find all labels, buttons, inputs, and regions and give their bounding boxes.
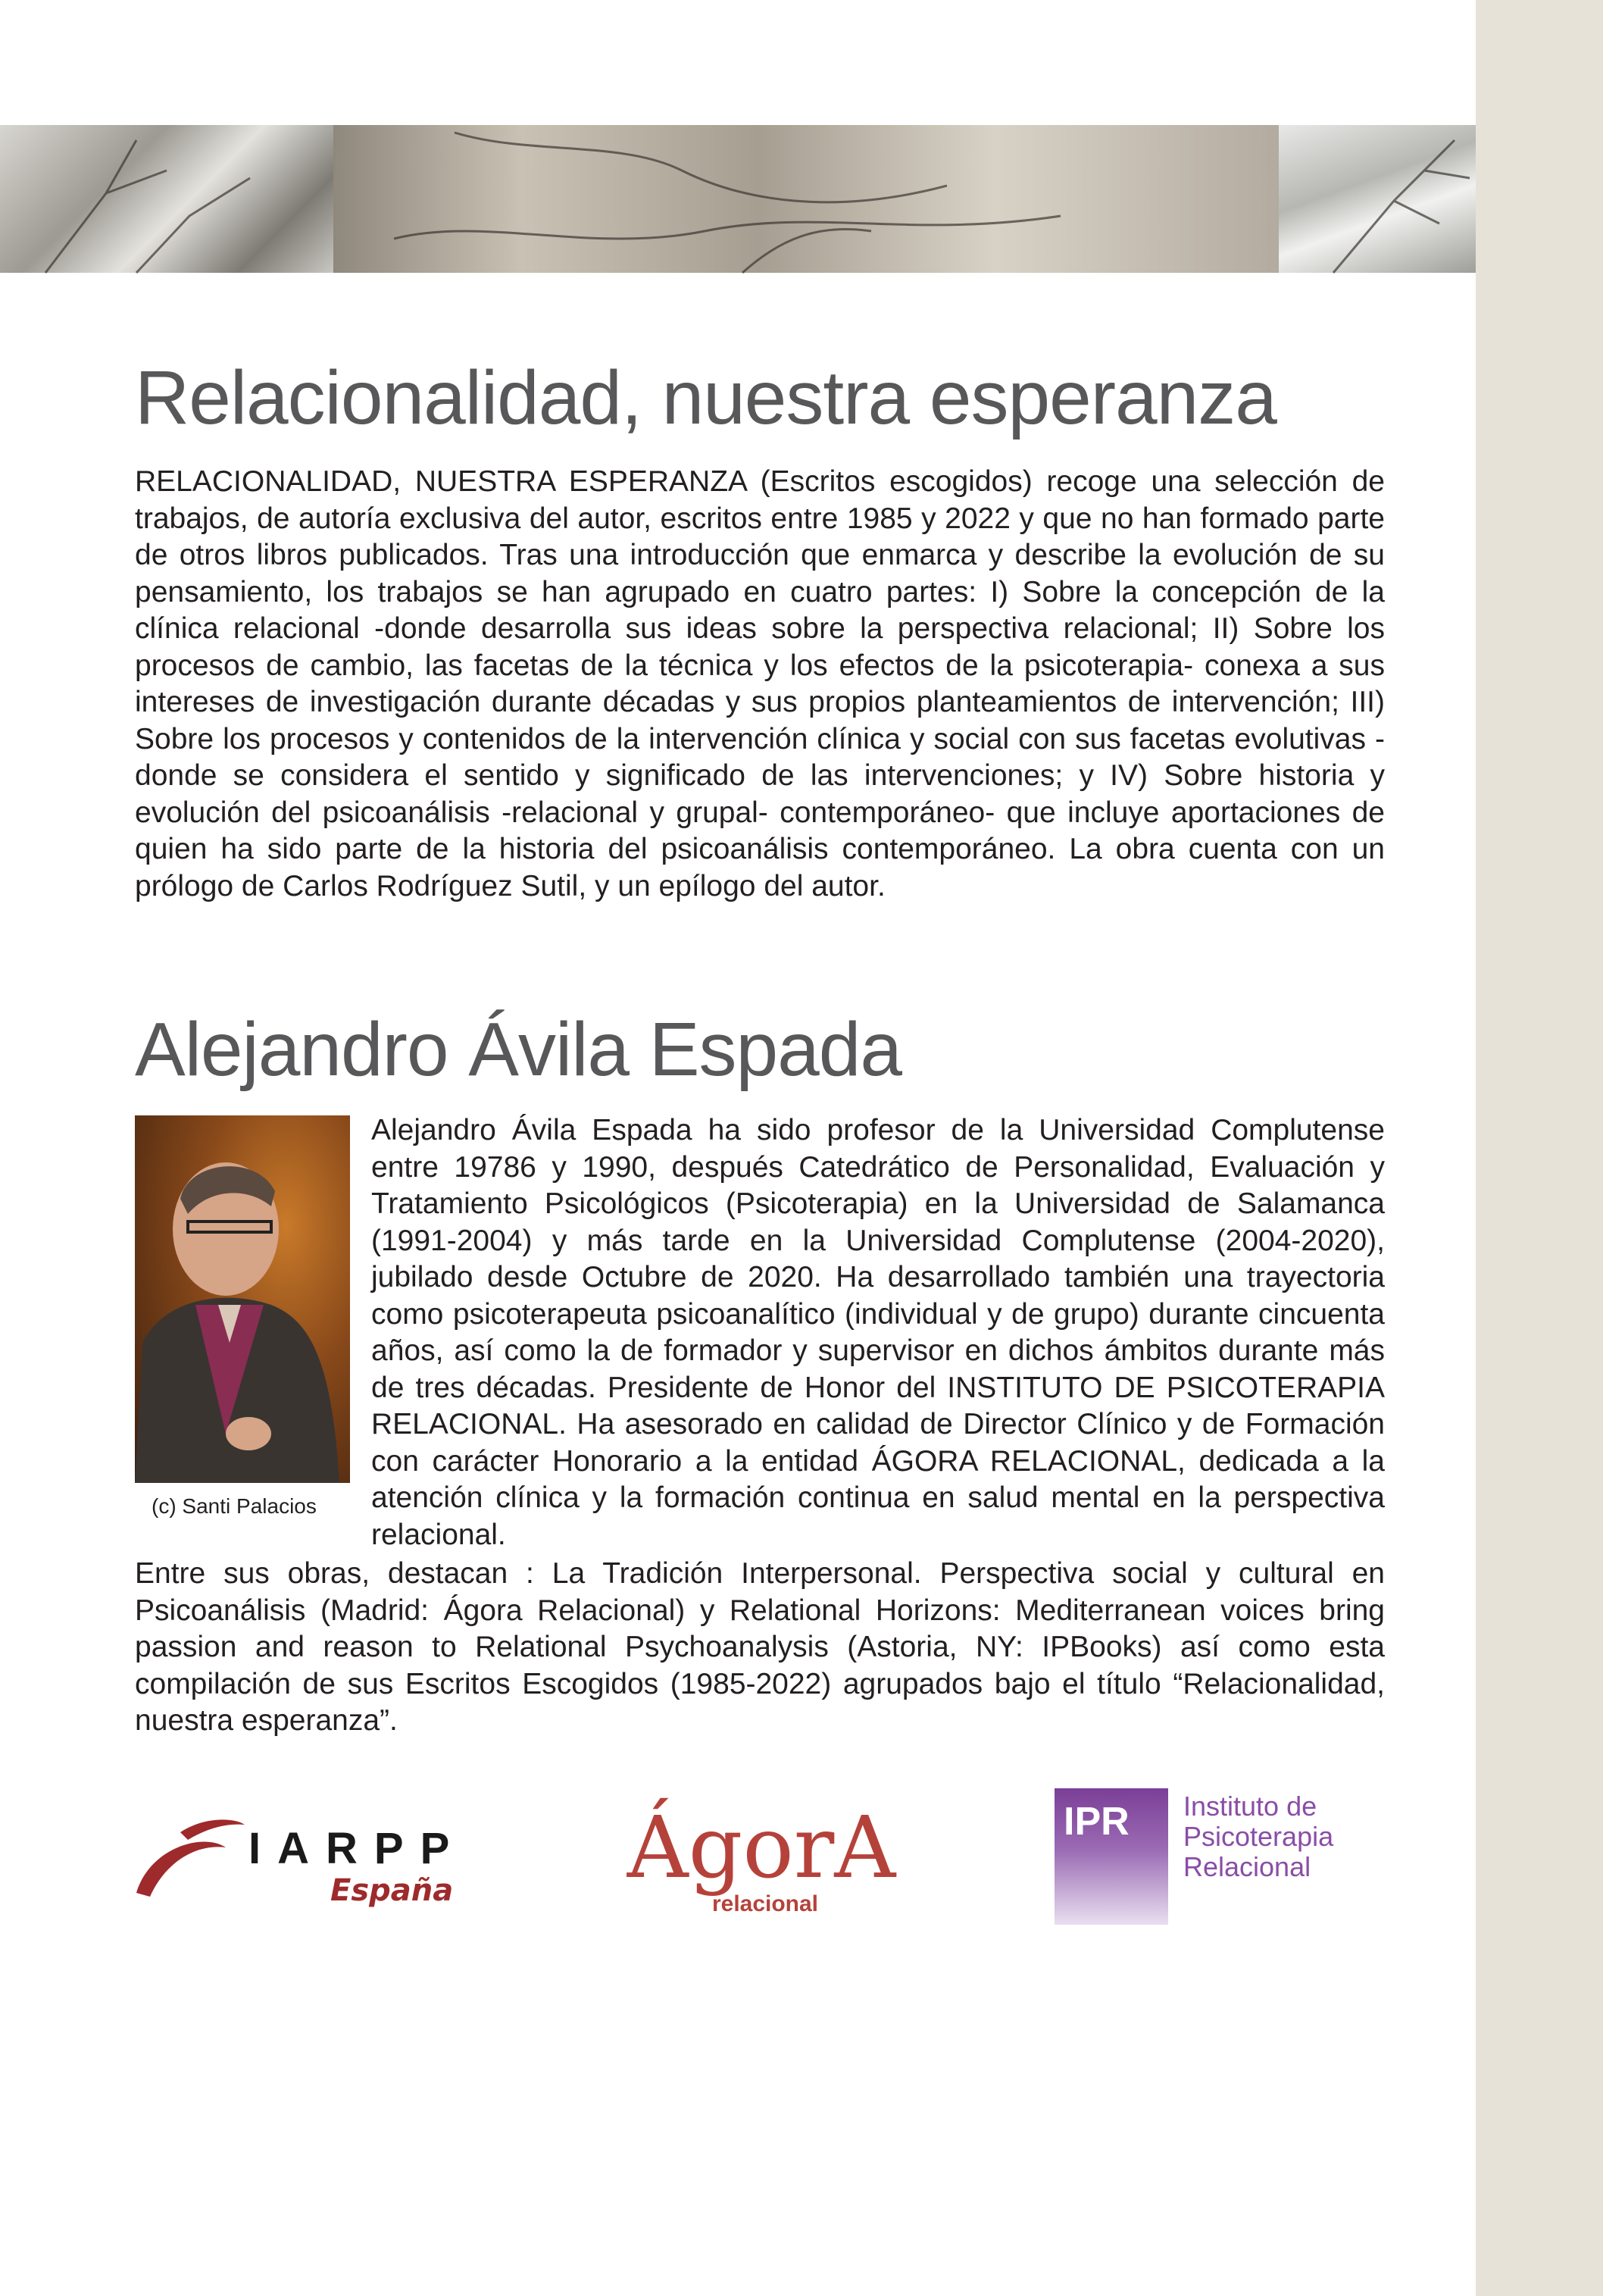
ipr-line-2: Psicoterapia <box>1183 1821 1334 1852</box>
ipr-logo <box>1055 1788 1373 1925</box>
author-name: Alejandro Ávila Espada <box>135 1007 901 1092</box>
side-strip <box>1476 0 1603 2296</box>
book-title: Relacionalidad, nuestra esperanza <box>135 355 1276 440</box>
author-bio-works: Entre sus obras, destacan : La Tradición Interpersonal. Perspectiva social y cultural en Psicoanálisis (Madrid: Ágora Relacional) y Relational Horizons: Mediterranean voices bring passion and reason to Relational Psychoanalysis (Astoria, NY: IPBooks) así como esta compilación de sus Escritos Escogidos (1985-2022) agrupados bajo el título “Relacionalidad, nuestra esperanza”. <box>135 1557 1385 1737</box>
photo-caption: (c) Santi Palacios <box>152 1494 317 1518</box>
author-photo <box>135 1115 350 1483</box>
iarpp-country: España <box>330 1873 454 1908</box>
author-bio-side: Alejandro Ávila Espada ha sido profesor de la Universidad Complutense entre 19786 y 1990, después Catedrático de Personalidad, Evaluación y Tratamiento Psicológicos (Psicoterapia) en la Universidad de Salamanca (1991-2004) y más tarde en la Universidad Complutense (2004-2020), jubilado desde Octubre de 2020. Ha desarrollado también una trayectoria como psicoterapeuta psicoanalítico (individual y de grupo) durante cincuenta años, así como la de formador y supervisor en dichos ámbitos durante más de tres décadas. Presidente de Honor del INSTITUTO DE PSICOTERAPIA RELACIONAL. Ha asesorado en calidad de Director Clínico y de Formación con carácter Honorario a la entidad ÁGORA RELACIONAL, dedicada a la atención clínica y la formación continua en salud mental en la perspectiva relacional. <box>371 1114 1385 1551</box>
iarpp-swoosh-icon <box>135 1817 248 1900</box>
iarpp-espana-logo <box>135 1810 468 1908</box>
ipr-line-3: Relacional <box>1183 1851 1311 1882</box>
ipr-abbr: IPR <box>1064 1800 1130 1844</box>
header-banner-image <box>0 125 1476 273</box>
ipr-fullname <box>1183 1791 1333 1882</box>
agora-wordmark <box>627 1797 896 1919</box>
agora-relacional-logo <box>627 1797 896 1919</box>
ipr-badge <box>1055 1788 1168 1925</box>
banner-sketch-lines <box>0 125 1476 273</box>
agora-name: ÁgorA <box>627 1799 896 1897</box>
agora-sub: relacional <box>711 1891 819 1916</box>
iarpp-wordmark: IARPP <box>248 1824 467 1873</box>
book-description: RELACIONALIDAD, NUESTRA ESPERANZA (Escritos escogidos) recoge una selección de trabajos, de autoría exclusiva del autor, escritos entre 1985 y 2022 y que no han formado parte de otros libros publicados. Tras una introducción que enmarca y describe la evolución de su pensamiento, los trabajos se han agrupado en cuatro partes: I) Sobre la concepción de la clínica relacional -donde desarrolla sus ideas sobre la perspectiva relacional; II) Sobre los procesos de cambio, las facetas de la técnica y los efectos de la psicoterapia- conexa a sus intereses de investigación durante décadas y sus propios planteamientos de intervención; III) Sobre los procesos y contenidos de la intervención clínica y social con sus facetas evolutivas - donde se considera el sentido y significado de las intervenciones; y IV) Sobre historia y evolución del psicoanálisis -relacional y grupal- contemporáneo- que incluye aportaciones de quien ha sido parte de la historia del psicoanálisis contemporáneo. La obra cuenta con un prólogo de Carlos Rodríguez Sutil, y un epílogo del autor. <box>135 465 1385 902</box>
ipr-line-1: Instituto de <box>1183 1791 1317 1822</box>
